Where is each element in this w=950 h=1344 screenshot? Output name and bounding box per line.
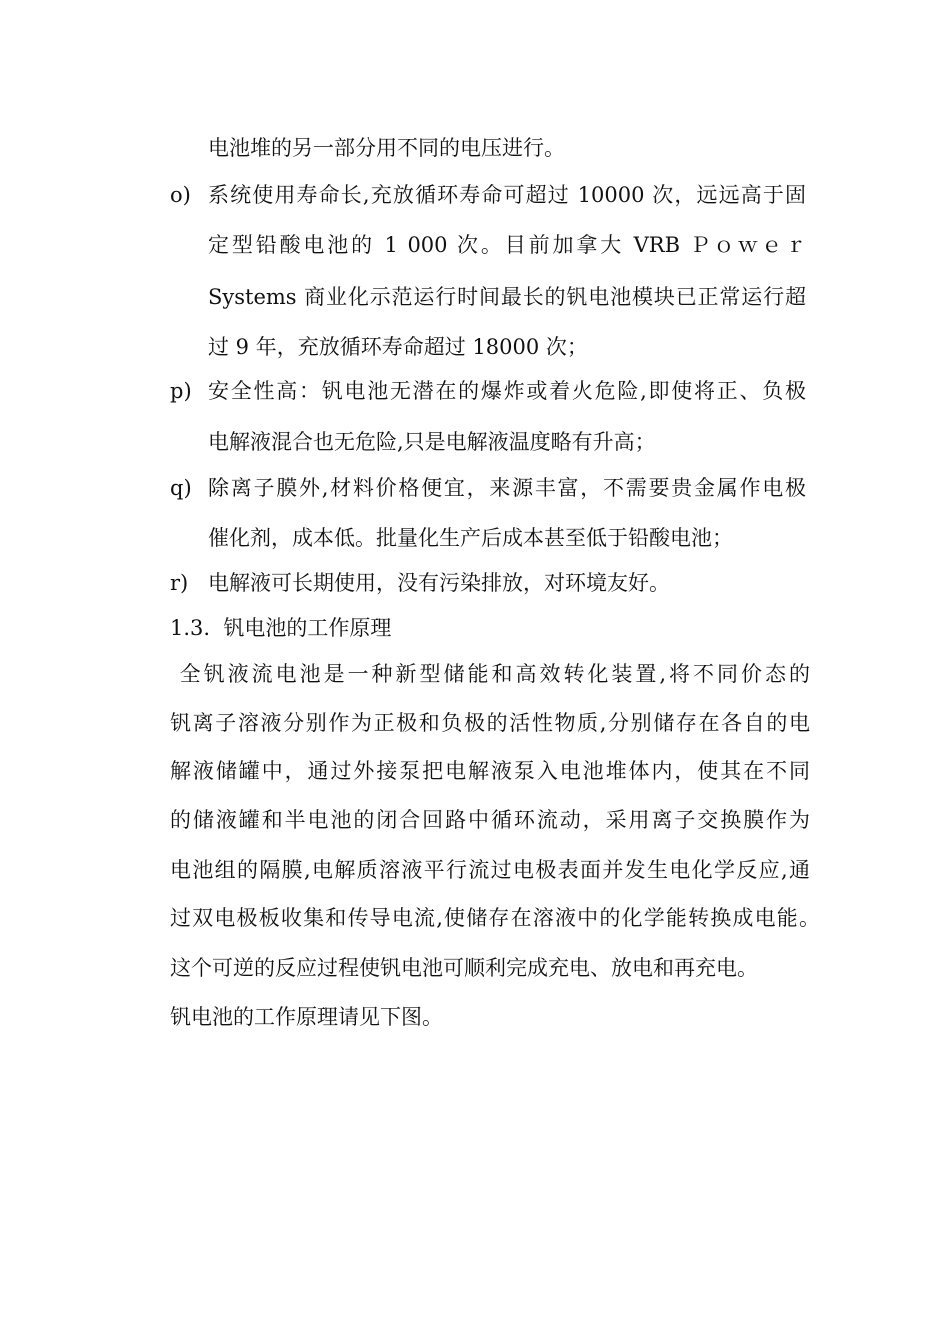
list-item-o-line-3: Systems 商业化示范运行时间最长的钒电池模块已正常运行超 bbox=[208, 285, 806, 309]
list-label-o: o) bbox=[170, 183, 191, 207]
paragraph-line-5: 电池组的隔膜,电解质溶液平行流过电极表面并发生电化学反应,通 bbox=[170, 858, 810, 882]
list-label-q: q) bbox=[170, 476, 192, 500]
paragraph-line-1: 全钒液流电池是一种新型储能和高效转化装置,将不同价态的 bbox=[170, 662, 810, 686]
paragraph-line-4: 的储液罐和半电池的闭合回路中循环流动，采用离子交换膜作为 bbox=[170, 808, 810, 832]
section-heading: 1.3. 钒电池的工作原理 bbox=[170, 616, 392, 640]
paragraph-line-7: 这个可逆的反应过程使钒电池可顺利完成充电、放电和再充电。 bbox=[170, 956, 758, 980]
list-item-o-line-2: 定型铅酸电池的 1 000 次。目前加拿大 VRB Ｐｏｗｅｒ bbox=[208, 233, 806, 257]
list-label-r: r) bbox=[170, 571, 189, 595]
list-item-p-line-1: 安全性高：钒电池无潜在的爆炸或着火危险,即使将正、负极 bbox=[208, 379, 806, 403]
continuation-line: 电池堆的另一部分用不同的电压进行。 bbox=[208, 136, 565, 160]
list-item-q-line-1: 除离子膜外,材料价格便宜，来源丰富，不需要贵金属作电极 bbox=[208, 476, 806, 500]
list-item-r-line-1: 电解液可长期使用，没有污染排放，对环境友好。 bbox=[208, 571, 670, 595]
paragraph-line-6: 过双电极板收集和传导电流,使储存在溶液中的化学能转换成电能。 bbox=[170, 906, 820, 930]
list-label-p: p) bbox=[170, 379, 192, 403]
paragraph-line-3: 解液储罐中，通过外接泵把电解液泵入电池堆体内，使其在不同 bbox=[170, 759, 810, 783]
list-item-o-line-1: 系统使用寿命长,充放循环寿命可超过 10000 次，远远高于固 bbox=[208, 183, 806, 207]
paragraph-line-8: 钒电池的工作原理请见下图。 bbox=[170, 1005, 443, 1029]
list-item-p-line-2: 电解液混合也无危险,只是电解液温度略有升高； bbox=[208, 430, 656, 454]
list-item-o-line-4: 过 9 年，充放循环寿命超过 18000 次； bbox=[208, 335, 588, 359]
paragraph-line-2: 钒离子溶液分别作为正极和负极的活性物质,分别储存在各自的电 bbox=[170, 711, 810, 735]
list-item-q-line-2: 催化剂，成本低。批量化生产后成本甚至低于铅酸电池； bbox=[208, 526, 733, 550]
